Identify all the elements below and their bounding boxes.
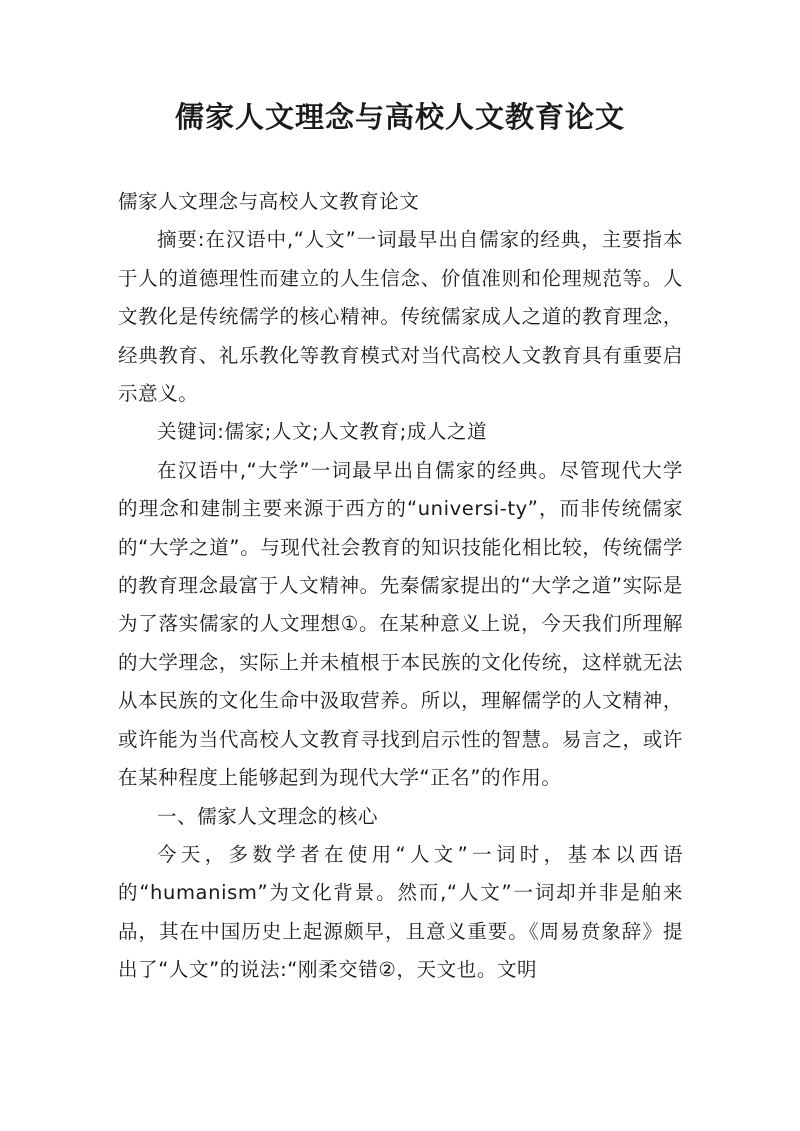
document-title: 儒家人文理念与高校人文教育论文 [174, 100, 625, 134]
paragraph-section-body: 今天，多数学者在使用“人文”一词时，基本以西语的“humanism”为文化背景。然而,“人文”一词却并非是舶来品，其在中国历史上起源颇早，且意义重要。《周易贲象辞》提出了“人文”的说法:“刚柔交错②，天文也。文明 [118, 842, 683, 982]
paragraph-subtitle: 儒家人文理念与高校人文教育论文 [118, 190, 420, 213]
paragraph-intro: 在汉语中,“大学”一词最早出自儒家的经典。尽管现代大学的理念和建制主要来源于西方的“universi-ty”，而非传统儒家的“大学之道”。与现代社会教育的知识技能化相比较，传统儒学的教育理念最富于人文精神。先秦儒家提出的“大学之道”实际是为了落实儒家的人文理想①。在某种意义上说，今天我们所理解的大学理念，实际上并未植根于本民族的文化传统，这样就无法从本民族的文化生命中汲取营养。所以，理解儒学的人文精神，或许能为当代高校人文教育寻找到启示性的智慧。易言之，或许在某种程度上能够起到为现代大学“正名”的作用。 [118, 458, 683, 790]
section-heading: 一、儒家人文理念的核心 [157, 804, 379, 828]
document-body [118, 183, 683, 990]
paragraph-abstract: 摘要:在汉语中,“人文”一词最早出自儒家的经典，主要指本于人的道德理性而建立的人生信念、价值准则和伦理规范等。人文教化是传统儒学的核心精神。传统儒家成人之道的教育理念，经典教育、礼乐教化等教育模式对当代高校人文教育具有重要启示意义。 [118, 228, 683, 406]
paragraph-keywords: 关键词:儒家;人文;人文教育;成人之道 [157, 420, 488, 444]
